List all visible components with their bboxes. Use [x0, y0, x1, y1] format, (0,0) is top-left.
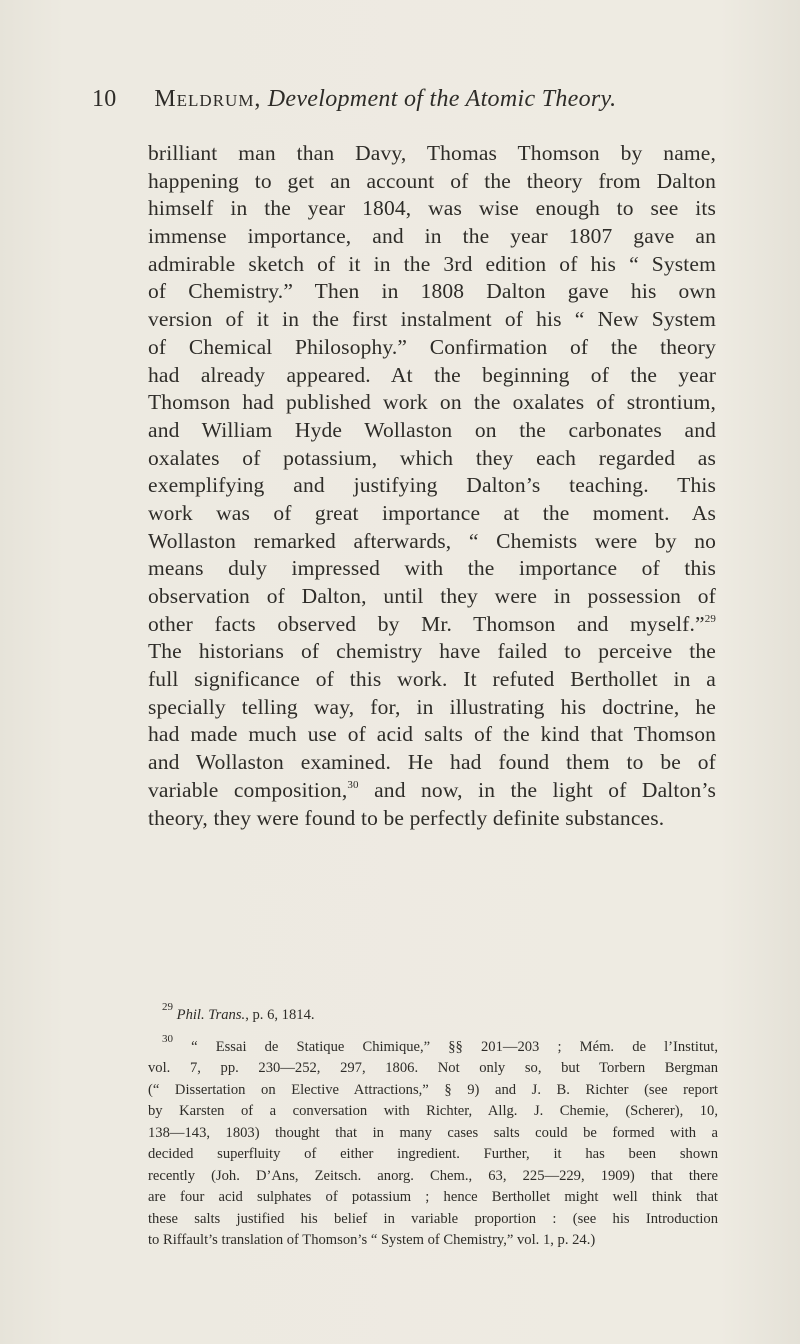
footnote-30-line — [148, 1032, 718, 1059]
footnote-30-line: (“ Dissertation on Elective Attractions,” § 9) and J. B. Richter (see report — [148, 1081, 718, 1098]
body-line-text-continued: and now, in the light of Dalton’s — [358, 777, 716, 802]
body-line: work was of great importance at the moment. As — [148, 500, 716, 525]
body-line-with-footnote-ref — [148, 777, 716, 805]
body-line: exemplifying and justifying Dalton’s teaching. This — [148, 473, 716, 498]
footnote-text: “ Essai de Statique Chimique,” §§ 201—203 ; Mém. de l’Institut, — [191, 1038, 718, 1055]
footnote-30-line: 138—143, 1803) thought that in many cases salts could be formed with a — [148, 1124, 718, 1141]
footnote-text: , p. 6, 1814. — [245, 1007, 315, 1023]
body-line: of Chemistry.” Then in 1808 Dalton gave his own — [148, 279, 716, 304]
footnote-30-line: decided superfluity of either ingredient. Further, it has been shown — [148, 1146, 718, 1162]
body-line: specially telling way, for, in illustrating his doctrine, he — [148, 694, 716, 719]
body-line: The historians of chemistry have failed to perceive the — [148, 639, 716, 664]
footnote-30-line: to Riffault’s translation of Thomson’s “ System of Chemistry,” vol. 1, p. 24.) — [148, 1232, 596, 1248]
body-line-text: variable composition, — [148, 777, 348, 802]
body-line: of Chemical Philosophy.” Confirmation of the theory — [148, 334, 716, 359]
body-line: brilliant man than Davy, Thomas Thomson by name, — [148, 141, 716, 165]
footnote-30-line: are four acid sulphates of potassium ; hence Berthollet might well think that — [148, 1189, 718, 1205]
body-line: had made much use of acid salts of the kind that Thomson — [148, 722, 716, 747]
body-line: admirable sketch of it in the 3rd edition of his “ System — [148, 251, 716, 276]
footnote-30-line: vol. 7, pp. 230—252, 297, 1806. Not only so, but Torbern Bergman — [148, 1060, 718, 1076]
body-line: had already appeared. At the beginning of the year — [148, 362, 716, 387]
body-line: himself in the year 1804, was wise enough to see its — [148, 196, 716, 221]
body-line: oxalates of potassium, which they each regarded as — [148, 445, 716, 470]
footnote-ref-29: 29 — [704, 612, 716, 625]
footnote-29 — [148, 1001, 718, 1027]
body-line: means duly impressed with the importance of this — [148, 556, 716, 581]
body-line: Thomson had published work on the oxalates of strontium, — [148, 390, 716, 415]
body-line: immense importance, and in the year 1807 gave an — [148, 224, 716, 249]
body-line: and Wollaston examined. He had found them to be of — [148, 750, 716, 775]
body-line: happening to get an account of the theory from Dalton — [148, 168, 716, 193]
body-line-with-footnote-ref — [148, 611, 716, 639]
footnote-30-line: recently (Joh. D’Ans, Zeitsch. anorg. Chem., 63, 225—229, 1909) that there — [148, 1167, 718, 1184]
body-line: theory, they were found to be perfectly definite substances. — [148, 805, 665, 830]
body-line: Wollaston remarked afterwards, “ Chemists were by no — [148, 528, 716, 553]
body-line: version of it in the first instalment of his “ New System — [148, 307, 716, 332]
footnote-30-line: these salts justified his belief in variable proportion : (see his Introduction — [148, 1210, 718, 1227]
footnote-source: Phil. Trans. — [176, 1007, 246, 1023]
header-title: Development of the Atomic Theory. — [267, 86, 617, 112]
footnote-ref-30: 30 — [347, 778, 359, 791]
footnote-marker: 29 — [162, 1001, 173, 1013]
footnote-30-line: by Karsten of a conversation with Richter, Allg. J. Chemie, (Scherer), 10, — [148, 1103, 718, 1119]
body-text — [148, 140, 716, 832]
body-line: and William Hyde Wollaston on the carbonates and — [148, 417, 716, 442]
page-number: 10 — [92, 86, 117, 112]
header-author: Meldrum, — [154, 86, 262, 112]
body-line: full significance of this work. It refuted Berthollet in a — [148, 667, 716, 692]
footnotes — [148, 1001, 718, 1252]
body-line: observation of Dalton, until they were in possession of — [148, 584, 716, 608]
running-header — [92, 86, 712, 113]
footnote-marker: 30 — [162, 1032, 173, 1045]
body-line-text: other facts observed by Mr. Thomson and myself.” — [148, 611, 705, 636]
